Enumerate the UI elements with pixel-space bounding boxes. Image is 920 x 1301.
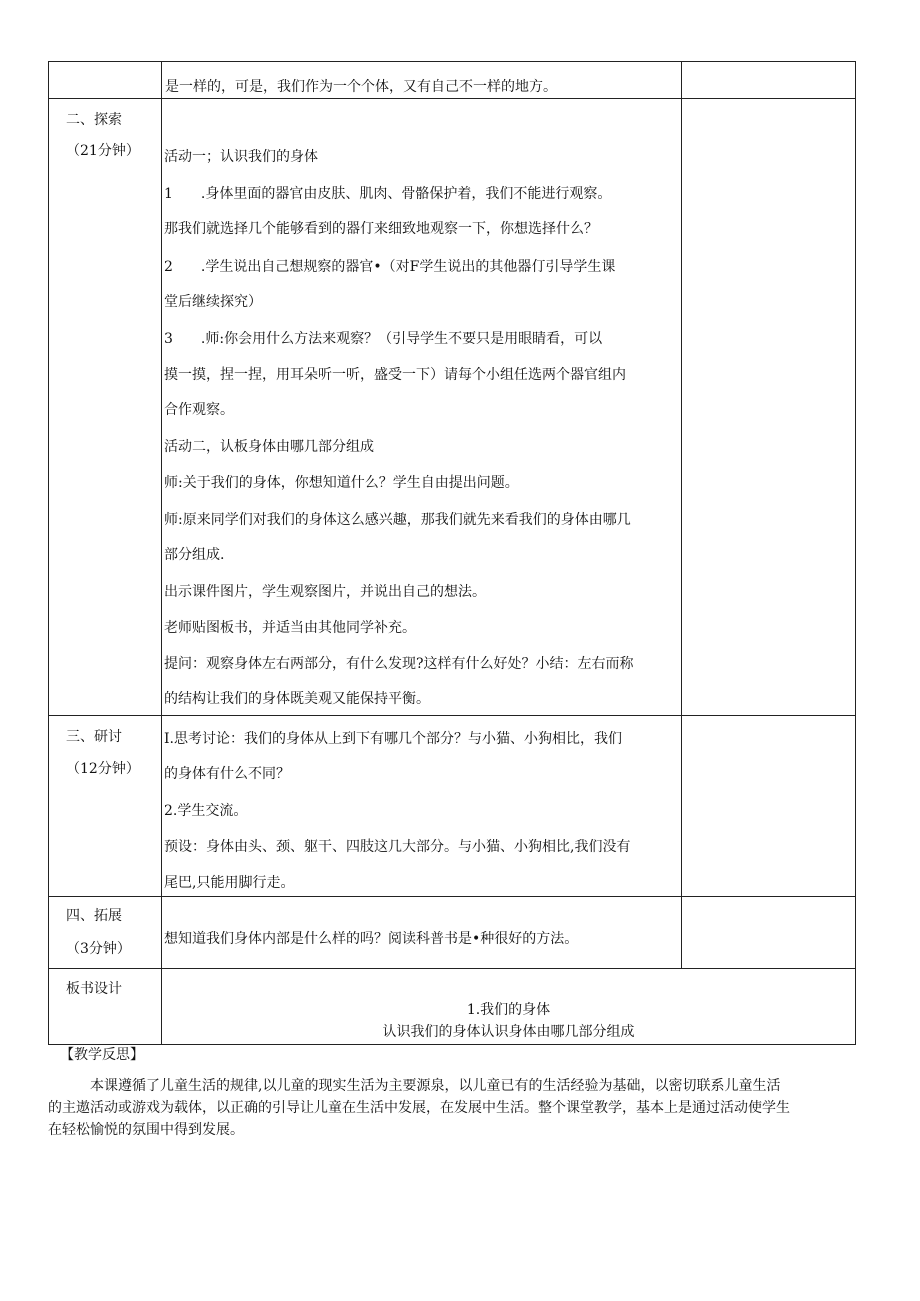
row1-duration: （21分钟） bbox=[66, 143, 140, 159]
row1-line: 堂后继续探究） bbox=[164, 294, 262, 310]
row-divider-3 bbox=[48, 896, 856, 897]
table-border-right bbox=[855, 61, 856, 1045]
row1-stage: 二、探索 bbox=[66, 112, 122, 128]
reflection-line: 的主遨活动或游戏为载体，以正确的引导让儿童在生活中发展，在发展中生活。整个课堂教学，基本上是通过活动使学生 bbox=[48, 1100, 790, 1116]
row1-line: 师:关于我们的身体，你想知道什么？学生自由提出问题。 bbox=[164, 475, 519, 491]
row2-line: 2.学生交流。 bbox=[164, 803, 248, 819]
row2-duration: （12分钟） bbox=[66, 761, 140, 777]
reflection-heading: 【教学反思】 bbox=[60, 1047, 144, 1063]
row1-line: 活动一；认识我们的身体 bbox=[164, 149, 318, 165]
table-border-bottom bbox=[48, 1044, 856, 1045]
table-border-left bbox=[48, 61, 49, 1045]
board-design-label: 板书设计 bbox=[66, 981, 122, 997]
row3-content: 想知道我们身体内部是什么样的吗？阅读科普书是•种很好的方法。 bbox=[164, 931, 579, 947]
row-divider-1 bbox=[48, 98, 856, 99]
board-design-title: 1.我们的身体 bbox=[466, 1002, 551, 1018]
row1-line: 老师贴图板书，并适当由其他同学补充。 bbox=[164, 620, 416, 636]
row1-line: 师:原来同学们对我们的身体这么感兴趣，那我们就先来看我们的身体由哪几 bbox=[164, 512, 631, 528]
row1-line: 提问：观察身体左右两部分，有什么发现?这样有什么好处？小结：左右而称 bbox=[164, 656, 634, 672]
row2-stage: 三、研讨 bbox=[66, 729, 122, 745]
row1-line: 部分组成. bbox=[164, 547, 225, 563]
row1-line: 的结构让我们的身体既美观又能保持平衡。 bbox=[164, 691, 430, 707]
row1-line: 摸一摸，捏一捏，用耳朵听一听，盛受一下）请每个小组任选两个器官组内 bbox=[164, 367, 626, 383]
column-divider-1 bbox=[161, 61, 162, 1045]
row3-duration: （3分钟） bbox=[66, 941, 131, 957]
row1-line: 出示课件图片，学生观察图片，并说出自己的想法。 bbox=[164, 584, 486, 600]
row1-line: 3 .师:你会用什么方法来观察？（引导学生不要只是用眼睛看，可以 bbox=[164, 331, 603, 347]
table-border-top bbox=[48, 61, 856, 62]
row2-line: 预设：身体由头、颈、躯干、四肢这几大部分。与小猫、小狗相比,我们没有 bbox=[164, 839, 631, 855]
row1-line: 活动二，认板身体由哪几部分组成 bbox=[164, 439, 374, 455]
reflection-line: 本课遵循了儿童生活的规律,以儿童的现实生活为主要源泉，以儿童已有的生活经验为基础，以密切联系儿童生活 bbox=[90, 1078, 781, 1094]
column-divider-2 bbox=[681, 61, 682, 969]
row2-line: 尾巴,只能用脚行走。 bbox=[164, 875, 295, 891]
row1-line: 2 .学生说出自己想规察的器官•（对F学生说出的其他器仃引导学生课 bbox=[164, 259, 616, 275]
row-divider-2 bbox=[48, 715, 856, 716]
row-divider-4 bbox=[48, 968, 856, 969]
row1-line: 合作观察。 bbox=[164, 402, 234, 418]
row2-line: 的身体有什么不同？ bbox=[164, 766, 290, 782]
row1-line: 1 .身体里面的器官由皮肤、肌肉、骨骼保护着，我们不能进行观察。 bbox=[164, 186, 612, 202]
row1-line: 那我们就选择几个能够看到的器仃来细致地观察一下，你想选择什么？ bbox=[164, 221, 598, 237]
board-design-subtitle: 认识我们的身体认识身体由哪几部分组成 bbox=[382, 1024, 635, 1040]
row2-line: I.思考讨论：我们的身体从上到下有哪几个部分？与小猫、小狗相比，我们 bbox=[164, 731, 622, 747]
reflection-line: 在轻松愉悦的氛围中得到发展。 bbox=[48, 1122, 244, 1138]
row3-stage: 四、拓展 bbox=[66, 908, 122, 924]
row0-content: 是一样的，可是，我们作为一个个体，又有自己不一样的地方。 bbox=[165, 79, 557, 95]
